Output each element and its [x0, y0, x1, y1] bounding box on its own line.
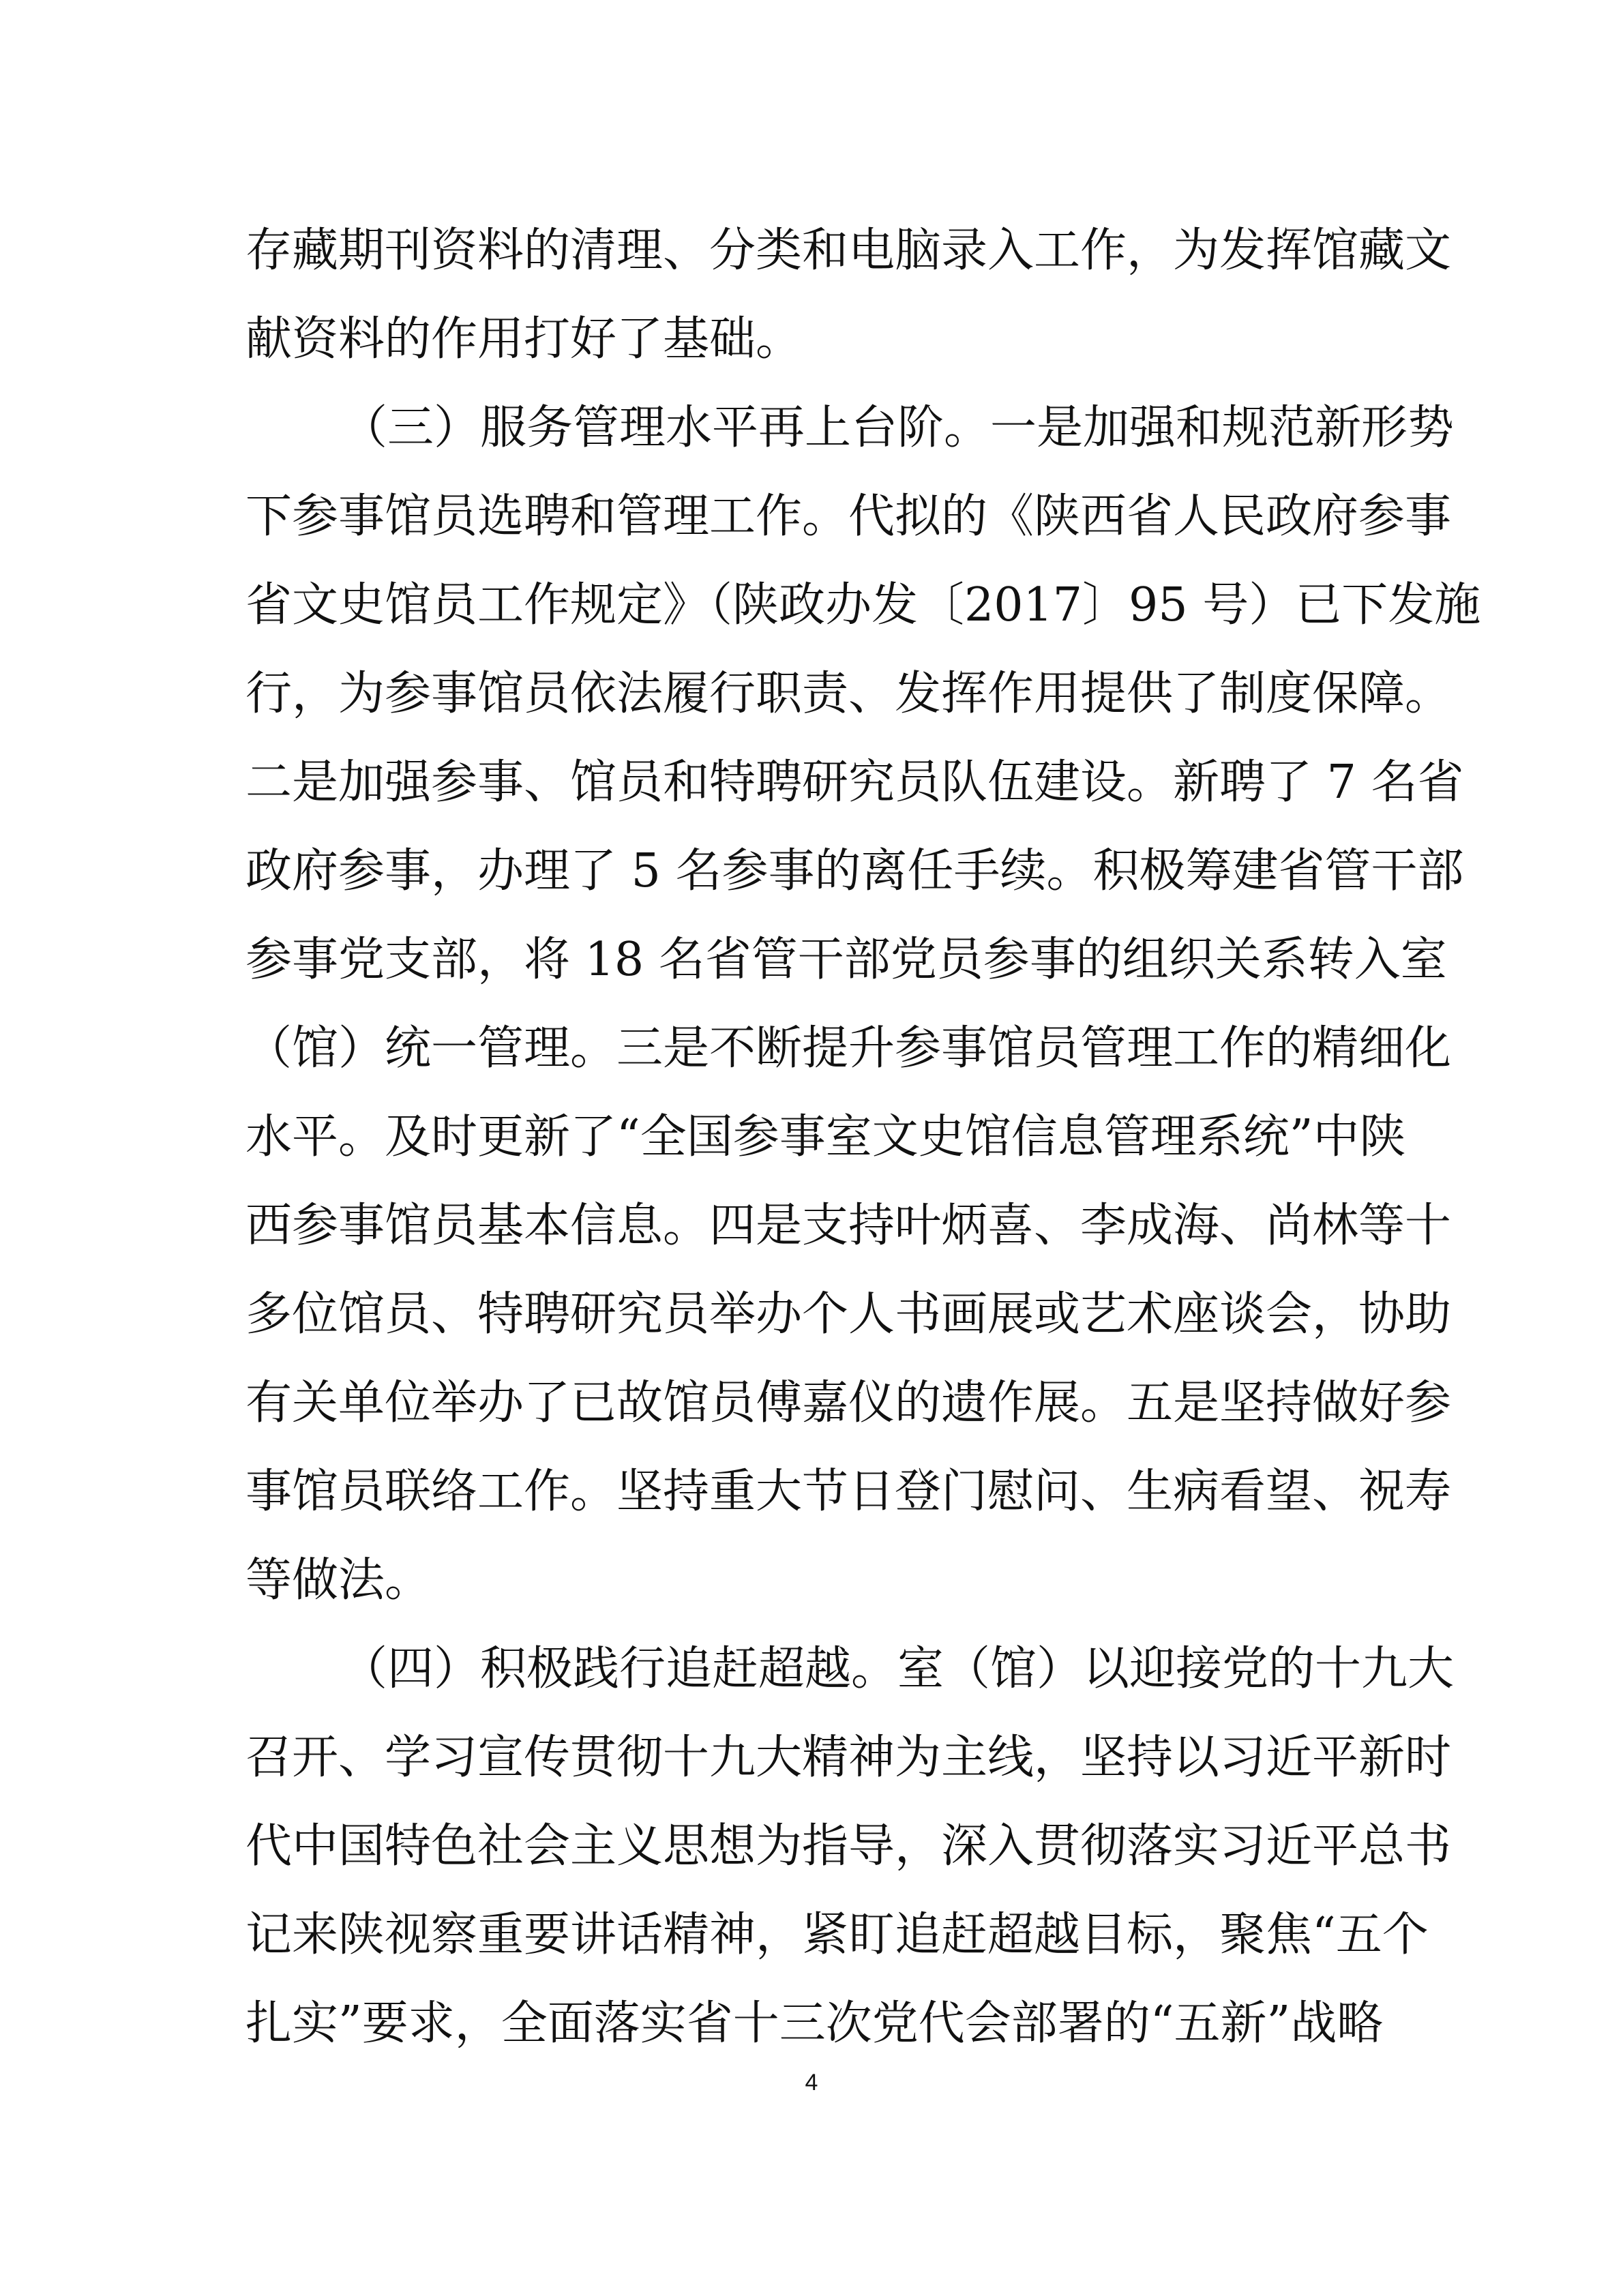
body-text-line: 二是加强参事、馆员和特聘研究员队伍建设。新聘了 7 名省 — [245, 756, 1464, 809]
body-text-line: 献资料的作用打好了基础。 — [245, 312, 803, 366]
body-text-line: 行，为参事馆员依法履行职责、发挥作用提供了制度保障。 — [245, 667, 1452, 721]
body-text-line: 等做法。 — [245, 1553, 432, 1607]
page-number: 4 — [805, 2070, 818, 2096]
section-heading-line: （三）服务管理水平再上台阶。一是加强和规范新形势 — [341, 401, 1455, 455]
body-text-line: 事馆员联络工作。坚持重大节日登门慰问、生病看望、祝寿 — [245, 1465, 1452, 1519]
body-text-line: 存藏期刊资料的清理、分类和电脑录入工作，为发挥馆藏文 — [245, 224, 1452, 278]
section-heading-line: （四）积极践行追赶超越。室（馆）以迎接党的十九大 — [341, 1642, 1455, 1696]
body-text-line: 下参事馆员选聘和管理工作。代拟的《陕西省人民政府参事 — [245, 490, 1452, 543]
body-text-line: （馆）统一管理。三是不断提升参事馆员管理工作的精细化 — [245, 1022, 1452, 1075]
body-text-line: 西参事馆员基本信息。四是支持叶炳喜、李成海、尚林等十 — [245, 1199, 1452, 1253]
body-text-line: 水平。及时更新了“全国参事室文史馆信息管理系统”中陕 — [245, 1110, 1406, 1164]
body-text-line: 代中国特色社会主义思想为指导，深入贯彻落实习近平总书 — [245, 1819, 1452, 1873]
body-text-line: 记来陕视察重要讲话精神，紧盯追赶超越目标，聚焦“五个 — [245, 1908, 1429, 1962]
body-text-line: 省文史馆员工作规定》（陕政办发〔2017〕95 号）已下发施 — [245, 578, 1481, 632]
body-text-line: 参事党支部，将 18 名省管干部党员参事的组织关系转入室 — [245, 933, 1447, 987]
body-text-line: 政府参事，办理了 5 名参事的离任手续。积极筹建省管干部 — [245, 844, 1464, 898]
body-text-line: 有关单位举办了已故馆员傅嘉仪的遗作展。五是坚持做好参 — [245, 1376, 1452, 1430]
body-text-line: 扎实”要求，全面落实省十三次党代会部署的“五新”战略 — [245, 1997, 1384, 2051]
body-text-line: 多位馆员、特聘研究员举办个人书画展或艺术座谈会，协助 — [245, 1287, 1452, 1341]
body-text-line: 召开、学习宣传贯彻十九大精神为主线，坚持以习近平新时 — [245, 1731, 1452, 1785]
